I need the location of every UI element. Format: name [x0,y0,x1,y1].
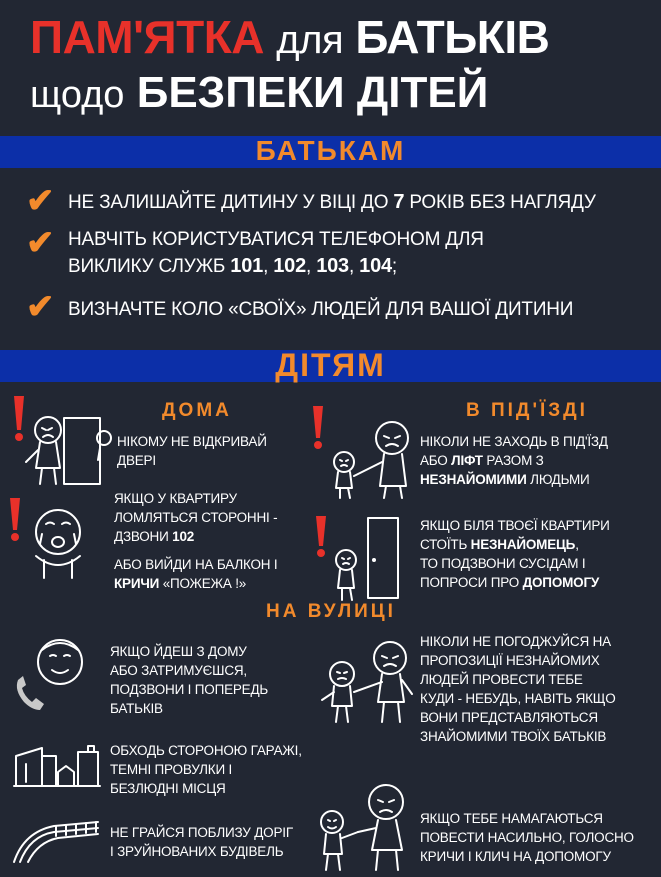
subtitle-small-word: щодо [30,74,125,116]
phone-102: 102 [273,255,307,277]
title-end: БАТЬКІВ [355,11,550,63]
check-icon: ✔ [26,182,55,220]
street-tip-4-line-1: НІКОЛИ НЕ ПОГОДЖУЙСЯ НА [420,634,611,649]
street-tip-1-line-4: БАТЬКІВ [110,701,163,716]
check-icon: ✔ [26,224,55,262]
separator: , [263,256,274,277]
parents-item-2 [68,227,484,280]
entrance-tip-2-stands: СТОЇТЬ [420,537,471,552]
parents-heading: БАТЬКАМ [255,135,406,166]
street-tip-3-line-2: І ЗРУЙНОВАНИХ БУДІВЕЛЬ [110,844,284,859]
subtitle-main: БЕЗПЕКИ ДІТЕЙ [136,68,489,117]
entrance-tip-2 [420,516,610,592]
home-tip-2-call: ДЗВОНИ [114,529,173,544]
children-heading: ДІТЯМ [275,347,386,383]
entrance-tip-2-line-3: ТО ПОДЗВОНИ СУСІДАМ І [420,556,586,571]
parents-item-1-text-c: РОКІВ БЕЗ НАГЛЯДУ [404,192,596,213]
home-tip-2-shout: КРИЧИ [114,576,160,591]
home-tip-2 [114,489,277,593]
child-with-stranger-icon [310,400,420,500]
home-tip-2-line-2: ЛОМЛЯТЬСЯ СТОРОННІ - [114,510,278,525]
street-tip-2-line-2: ТЕМНІ ПРОВУЛКИ І [110,762,233,777]
street-tip-2 [110,741,302,798]
separator: ; [391,256,398,277]
entrance-tip-1-lift: ЛІФТ [451,453,483,468]
home-heading: ДОМА [162,400,232,421]
street-tip-3 [110,823,293,861]
street-tip-4-line-4: КУДИ - НЕБУДЬ, НАВІТЬ ЯКЩО [420,691,616,706]
entrance-tip-1-line-2 [420,451,608,470]
street-tip-1-line-3: ПОДЗВОНИ І ПОПЕРЕДЬ [110,682,269,697]
street-tip-1-line-1: ЯКЩО ЙДЕШ З ДОМУ [110,644,247,659]
entrance-tip-2-help: ДОПОМОГУ [522,575,600,590]
entrance-tip-2-stranger: НЕЗНАЙОМЕЦЬ [470,537,576,552]
street-tip-1 [110,642,268,718]
garages-icon [12,742,102,792]
entrance-tip-1-together: РАЗОМ З [482,453,544,468]
street-tip-4-line-2: ПРОПОЗИЦІЇ НЕЗНАЙОМИХ [420,653,600,668]
home-tip-2-line-4: АБО ВИЙДИ НА БАЛКОН І [114,557,278,572]
title-main: ПАМ'ЯТКА [30,11,264,63]
parents-item-2-line-2 [68,253,484,280]
parents-item-3: ВИЗНАЧТЕ КОЛО «СВОЇХ» ЛЮДЕЙ ДЛЯ ВАШОЇ ДИТИНИ [68,299,574,320]
entrance-tip-2-ask: ПОПРОСИ ПРО [420,575,523,590]
separator: , [306,256,317,277]
check-icon: ✔ [26,288,55,326]
street-tip-2-line-3: БЕЗЛЮДНІ МІСЦЯ [110,781,226,796]
page-title [30,12,650,65]
street-heading: НА ВУЛИЦІ [266,601,396,622]
phone-102: 102 [172,529,195,544]
page-subtitle [30,68,650,120]
street-tip-4-line-3: ЛЮДЕЙ ПРОВЕСТИ ТЕБЕ [420,672,583,687]
child-and-stranger-icon [310,636,420,726]
entrance-tip-2-comma: , [575,537,579,552]
title-small-word: для [276,18,344,62]
street-tip-1-line-2: АБО ЗАТРИМУЄШСЯ, [110,663,247,678]
entrance-tip-1-line-1: НІКОЛИ НЕ ЗАХОДЬ В ПІД'ЇЗД [420,434,608,449]
home-tip-2-line-3 [114,527,277,546]
home-tip-2-line-1: ЯКЩО У КВАРТИРУ [114,491,237,506]
street-tip-2-line-1: ОБХОДЬ СТОРОНОЮ ГАРАЖІ, [110,743,302,758]
phone-101: 101 [230,255,264,277]
road-icon [10,814,102,864]
child-on-phone-icon [10,626,100,716]
phone-104: 104 [359,255,392,277]
home-tip-2-line-5 [114,574,277,593]
phone-103: 103 [316,255,349,277]
child-at-door-icon [8,390,108,490]
entrance-tip-2-line-4 [420,573,610,592]
street-tip-5-line-3: КРИЧИ І КЛИЧ НА ДОПОМОГУ [420,849,611,864]
parents-item-1-text-a: НЕ ЗАЛИШАЙТЕ ДИТИНУ У ВІЦІ ДО [68,192,394,213]
entrance-tip-1-people: ЛЮДЬМИ [526,472,590,487]
street-tip-3-line-1: НЕ ГРАЙСЯ ПОБЛИЗУ ДОРІГ [110,825,293,840]
street-tip-4 [420,632,616,746]
parents-item-1-age: 7 [393,191,405,213]
parents-item-2-line-1: НАВЧІТЬ КОРИСТУВАТИСЯ ТЕЛЕФОНОМ ДЛЯ [68,229,484,250]
home-tip-1-line-1: НІКОМУ НЕ ВІДКРИВАЙ [117,434,267,449]
entrance-tip-1 [420,432,608,489]
parents-item-2-text: ВИКЛИКУ СЛУЖБ [68,256,231,277]
child-near-door-icon [312,512,412,602]
entrance-tip-1-line-3 [420,470,608,489]
street-tip-5-line-2: ПОВЕСТИ НАСИЛЬНО, ГОЛОСНО [420,830,634,845]
crying-child-icon [6,494,106,584]
entrance-tip-1-strangers: НЕЗНАЙОМИМИ [420,472,527,487]
entrance-heading: В ПІД'ЇЗДІ [466,400,588,421]
home-tip-1 [117,432,267,470]
street-tip-4-line-6: ЗНАЙОМИМИ ТВОЇХ БАТЬКІВ [420,729,607,744]
entrance-tip-1-or: АБО [420,453,452,468]
entrance-tip-2-line-1: ЯКЩО БІЛЯ ТВОЄЇ КВАРТИРИ [420,518,610,533]
entrance-tip-2-line-2 [420,535,610,554]
child-pulled-by-stranger-icon [310,772,420,874]
home-tip-2-fire: «ПОЖЕЖА !» [159,576,247,591]
home-tip-1-line-2: ДВЕРІ [117,453,156,468]
street-tip-5 [420,809,634,866]
separator: , [348,256,360,277]
street-tip-4-line-5: ВОНИ ПРЕДСТАВЛЯЮТЬСЯ [420,710,598,725]
street-tip-5-line-1: ЯКЩО ТЕБЕ НАМАГАЮТЬСЯ [420,811,603,826]
parents-item-1 [68,189,596,216]
